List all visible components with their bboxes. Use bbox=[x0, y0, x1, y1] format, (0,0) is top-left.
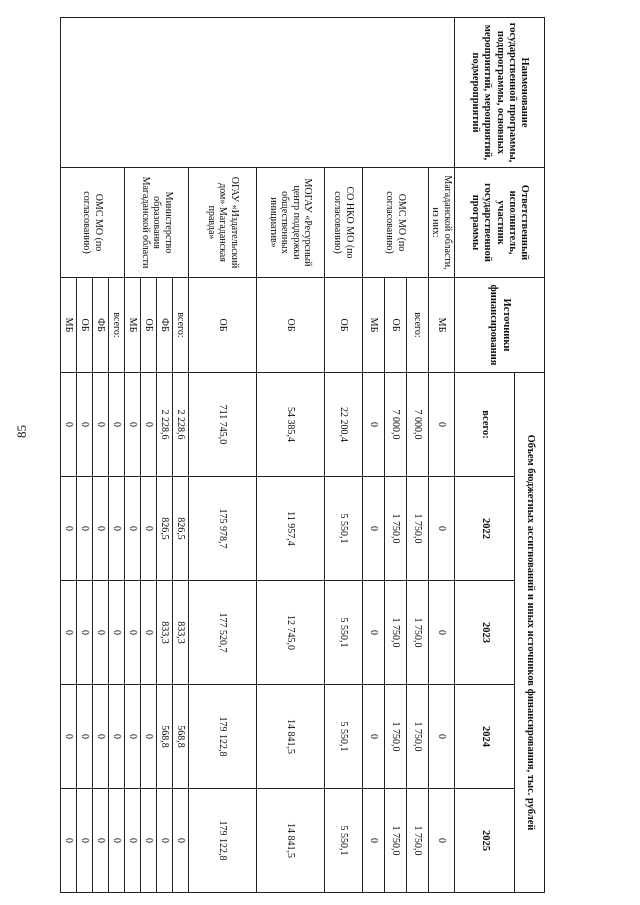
value-cell: 826,5 bbox=[173, 477, 189, 581]
value-cell: 0 bbox=[93, 581, 109, 685]
value-cell: 0 bbox=[141, 685, 157, 789]
source-cell: ОБ bbox=[385, 278, 407, 373]
value-cell: 0 bbox=[125, 373, 141, 477]
value-cell: 0 bbox=[429, 373, 455, 477]
header-2023: 2023 bbox=[455, 581, 515, 685]
value-cell: 0 bbox=[363, 789, 385, 893]
value-cell: 0 bbox=[141, 477, 157, 581]
executor-cell: ОМС МО (по согласованию) bbox=[363, 168, 429, 278]
value-cell: 0 bbox=[141, 581, 157, 685]
executor-cell: Магаданской области, из них: bbox=[429, 168, 455, 278]
page-number: 85 bbox=[14, 425, 29, 438]
value-cell: 179 122,8 bbox=[189, 685, 257, 789]
source-cell: всего: bbox=[109, 278, 125, 373]
value-cell: 0 bbox=[363, 685, 385, 789]
value-cell: 0 bbox=[125, 685, 141, 789]
value-cell: 0 bbox=[363, 477, 385, 581]
source-cell: всего: bbox=[173, 278, 189, 373]
value-cell: 0 bbox=[61, 477, 77, 581]
value-cell: 0 bbox=[363, 373, 385, 477]
value-cell: 175 978,7 bbox=[189, 477, 257, 581]
value-cell: 14 841,5 bbox=[257, 685, 325, 789]
source-cell: МБ bbox=[429, 278, 455, 373]
executor-cell: ОГАУ «Издательский дом» Магаданская правда» bbox=[189, 168, 257, 278]
value-cell: 0 bbox=[93, 789, 109, 893]
value-cell: 0 bbox=[173, 789, 189, 893]
value-cell: 1 750,0 bbox=[407, 581, 429, 685]
value-cell: 0 bbox=[93, 685, 109, 789]
value-cell: 54 385,4 bbox=[257, 373, 325, 477]
value-cell: 0 bbox=[141, 373, 157, 477]
value-cell: 833,3 bbox=[173, 581, 189, 685]
value-cell: 0 bbox=[61, 373, 77, 477]
executor-cell: Министерство образования Магаданской области bbox=[125, 168, 189, 278]
value-cell: 0 bbox=[77, 789, 93, 893]
source-cell: ОБ bbox=[77, 278, 93, 373]
value-cell: 179 122,8 bbox=[189, 789, 257, 893]
value-cell: 0 bbox=[77, 581, 93, 685]
value-cell: 0 bbox=[125, 477, 141, 581]
value-cell: 12 745,0 bbox=[257, 581, 325, 685]
value-cell: 0 bbox=[109, 581, 125, 685]
source-cell: МБ bbox=[363, 278, 385, 373]
value-cell: 0 bbox=[109, 789, 125, 893]
value-cell: 177 520,7 bbox=[189, 581, 257, 685]
value-cell: 0 bbox=[125, 789, 141, 893]
value-cell: 5 550,1 bbox=[325, 477, 363, 581]
source-cell: МБ bbox=[61, 278, 77, 373]
value-cell: 0 bbox=[429, 789, 455, 893]
source-cell: ФБ bbox=[93, 278, 109, 373]
value-cell: 0 bbox=[141, 789, 157, 893]
executor-cell: СО НКО МО (по согласованию) bbox=[325, 168, 363, 278]
source-cell: ОБ bbox=[189, 278, 257, 373]
value-cell: 0 bbox=[363, 581, 385, 685]
value-cell: 568,8 bbox=[157, 685, 173, 789]
value-cell: 0 bbox=[77, 373, 93, 477]
value-cell: 0 bbox=[61, 789, 77, 893]
value-cell: 1 750,0 bbox=[385, 477, 407, 581]
value-cell: 5 550,1 bbox=[325, 789, 363, 893]
source-cell: ОБ bbox=[257, 278, 325, 373]
value-cell: 5 550,1 bbox=[325, 581, 363, 685]
value-cell: 22 200,4 bbox=[325, 373, 363, 477]
value-cell: 14 841,5 bbox=[257, 789, 325, 893]
value-cell: 0 bbox=[93, 373, 109, 477]
header-name: Наименование государственной программы, подпрограммы, основных мероприятий, мероприятий, подмероприятий bbox=[455, 18, 545, 168]
executor-cell: ОМС МО (по согласованию) bbox=[61, 168, 125, 278]
value-cell: 568,8 bbox=[173, 685, 189, 789]
value-cell: 711 745,0 bbox=[189, 373, 257, 477]
value-cell: 0 bbox=[429, 685, 455, 789]
value-cell: 2 228,6 bbox=[173, 373, 189, 477]
financing-table-container bbox=[65, 17, 545, 892]
source-cell: ОБ bbox=[325, 278, 363, 373]
value-cell: 5 550,1 bbox=[325, 685, 363, 789]
header-total: всего: bbox=[455, 373, 515, 477]
value-cell: 0 bbox=[109, 477, 125, 581]
source-cell: ФБ bbox=[157, 278, 173, 373]
value-cell: 833,3 bbox=[157, 581, 173, 685]
executor-cell: МОГАУ «Ресурсный центр поддержки общественных инициатив» bbox=[257, 168, 325, 278]
header-2025: 2025 bbox=[455, 789, 515, 893]
value-cell: 1 750,0 bbox=[407, 789, 429, 893]
source-cell: всего: bbox=[407, 278, 429, 373]
value-cell: 826,5 bbox=[157, 477, 173, 581]
header-2024: 2024 bbox=[455, 685, 515, 789]
value-cell: 7 000,0 bbox=[385, 373, 407, 477]
value-cell: 0 bbox=[61, 581, 77, 685]
value-cell: 1 750,0 bbox=[385, 581, 407, 685]
source-cell: ОБ bbox=[141, 278, 157, 373]
value-cell: 7 000,0 bbox=[407, 373, 429, 477]
value-cell: 1 750,0 bbox=[407, 477, 429, 581]
header-2022: 2022 bbox=[455, 477, 515, 581]
value-cell: 0 bbox=[125, 581, 141, 685]
value-cell: 1 750,0 bbox=[385, 685, 407, 789]
value-cell: 0 bbox=[109, 373, 125, 477]
header-volume: Объем бюджетных ассигнований и иных источников финансирования, тыс. рублей bbox=[515, 373, 545, 893]
financing-table bbox=[60, 17, 545, 893]
value-cell: 1 750,0 bbox=[407, 685, 429, 789]
value-cell: 0 bbox=[77, 477, 93, 581]
table-row bbox=[429, 18, 455, 893]
header-source: Источники финансирования bbox=[455, 278, 545, 373]
value-cell: 1 750,0 bbox=[385, 789, 407, 893]
value-cell: 0 bbox=[429, 477, 455, 581]
value-cell: 0 bbox=[429, 581, 455, 685]
value-cell: 11 957,4 bbox=[257, 477, 325, 581]
source-cell: МБ bbox=[125, 278, 141, 373]
value-cell: 0 bbox=[61, 685, 77, 789]
value-cell: 0 bbox=[109, 685, 125, 789]
value-cell: 0 bbox=[93, 477, 109, 581]
header-executor: Ответственный исполнитель, участник государственной программы bbox=[455, 168, 545, 278]
program-name-cell bbox=[61, 18, 455, 168]
value-cell: 0 bbox=[157, 789, 173, 893]
value-cell: 0 bbox=[77, 685, 93, 789]
value-cell: 2 228,6 bbox=[157, 373, 173, 477]
